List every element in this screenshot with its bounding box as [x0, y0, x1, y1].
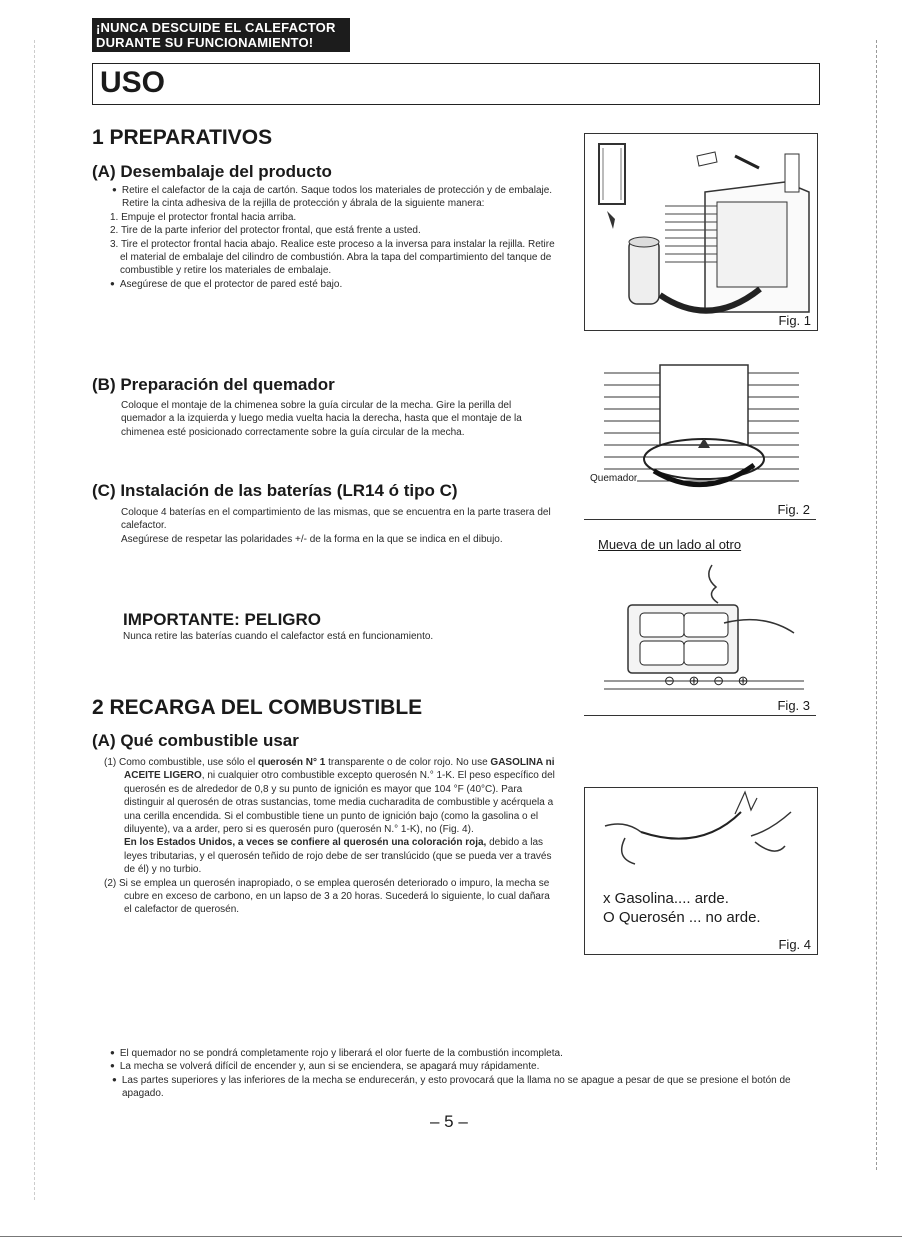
fig4-kerosene-line: O Querosén ... no arde. — [603, 909, 761, 926]
fig2-label: Fig. 2 — [777, 502, 810, 517]
fig1-label: Fig. 1 — [778, 313, 811, 328]
fig3-illustration — [584, 553, 816, 693]
scan-edge-line — [34, 40, 35, 1200]
page-number: – 5 – — [430, 1112, 468, 1131]
section-title-box — [92, 63, 820, 105]
paragraph — [104, 756, 558, 877]
important-title: IMPORTANTE: PELIGRO — [123, 610, 322, 629]
figure-1 — [584, 133, 818, 331]
polarity-minus-icon: ⊖ — [664, 673, 675, 688]
fig3-caption: Mueva de un lado al otro — [598, 537, 742, 552]
list-item: ● Las partes superiores y las inferiores de la mecha se endurecerán, y esto provocará que la llama no se apague a pesar de que se presione el botón de apagado. — [110, 1074, 810, 1101]
scan-edge-line — [876, 40, 877, 1170]
polarity-plus-icon: ⊕ — [737, 673, 749, 688]
text-run: transparente o de color rojo. No use — [325, 757, 491, 768]
paragraph: Asegúrese de respetar las polaridades +/- de la forma en la que se indica en el dibujo. — [121, 533, 503, 545]
text-run: querosén N° 1 — [257, 757, 326, 768]
warning-line-2: DURANTE SU FUNCIONAMIENTO! — [96, 35, 314, 50]
sec1-b-title: (B) Preparación del quemador — [92, 375, 335, 394]
fig3-label: Fig. 3 — [777, 698, 810, 713]
polarity-plus-icon: ⊕ — [688, 673, 700, 688]
sec1-a-body — [110, 184, 558, 291]
fig4-gasoline-line: x Gasolina.... arde. — [603, 890, 729, 907]
sec1-b-body: Coloque el montaje de la chimenea sobre la guía circular de la mecha. Gire la perilla del quemador a la izquierda y luego media vuelta hacia la derecha, hasta que el montaje de la chimenea esté posicionado correctamente sobre la guía circular de la mecha. — [121, 400, 522, 438]
list-item: ● Asegúrese de que el protector de pared esté bajo. — [110, 278, 558, 291]
sec2-body — [104, 756, 558, 917]
text-run: debido a las leyes tributarias, y el querosén teñido de rojo debe de ser translúcido (que se pueda ver a través de él) y no turbio. — [124, 837, 552, 876]
warning-line-1: ¡NUNCA DESCUIDE EL CALEFACTOR — [96, 20, 336, 35]
list-item: ● El quemador no se pondrá completamente rojo y liberará el olor fuerte de la combustión incompleta. — [110, 1047, 810, 1060]
important-text: Nunca retire las baterías cuando el calefactor está en funcionamiento. — [123, 631, 434, 642]
warning-banner — [92, 18, 350, 52]
text-run: (1) Como combustible, use sólo el — [104, 757, 258, 768]
section-title: USO — [100, 66, 166, 99]
page-bottom-rule — [0, 1236, 902, 1237]
sec1-a-title: (A) Desembalaje del producto — [92, 162, 332, 181]
figure-3 — [584, 553, 816, 716]
sec2-title: 2 RECARGA DEL COMBUSTIBLE — [92, 696, 423, 719]
list-item: ● Retire el calefactor de la caja de cartón. Saque todos los materiales de protección y de embalaje. Retire la cinta adhesiva de la rejilla de protección y ábrala de la siguiente manera: — [110, 184, 558, 211]
figure-4 — [584, 787, 818, 955]
list-item: ● La mecha se volverá difícil de encender y, aun si se enciendera, se apagará muy rápidamente. — [110, 1060, 810, 1073]
list-item: 3. Tire el protector frontal hacia abajo. Realice este proceso a la inversa para instalar la rejilla. Retire el material de embalaje del cilindro de combustión. Abra la tapa del compartimiento del tanque de combustible y retire los materiales de embalaje. — [110, 238, 555, 277]
text-run: GASOLINA ni ACEITE LIGERO — [124, 757, 555, 782]
fig3-polarity — [664, 673, 749, 689]
sec1-c-body — [121, 506, 558, 546]
text-run: En los Estados Unidos, a veces se confiere al querosén una coloración roja, — [124, 837, 487, 849]
sec2-a-title: (A) Qué combustible usar — [92, 731, 299, 750]
fig4-illustration — [585, 788, 817, 878]
sec1-c-title: (C) Instalación de las baterías (LR14 ó tipo C) — [92, 481, 458, 500]
paragraph: (2) Si se emplea un querosén inapropiado, o se emplea querosén deteriorado o impuro, la mecha se cubre en exceso de carbono, en un lapso de 3 a 20 horas. Sucederá lo siguiente, lo cual dañara el calefactor de querosén. — [104, 877, 550, 916]
fig1-illustration — [585, 134, 817, 330]
paragraph: Coloque 4 baterías en el compartimiento de las mismas, que se encuentra en la parte trasera del calefactor. — [121, 507, 551, 532]
sec1-title: 1 PREPARATIVOS — [92, 126, 273, 149]
fig2-illustration — [584, 363, 816, 519]
list-item: 2. Tire de la parte inferior del protector frontal, que está frente a usted. — [110, 225, 421, 237]
polarity-minus-icon: ⊖ — [713, 673, 724, 688]
text-run: , ni cualquier otro combustible excepto querosén N.° 1-K. El peso específico del querosén es de alrededor de 0,8 y su punto de ignición es mayor que 104 °F (40°C). Para distinguir al querosén de otras sustancias, tome media cucharadita de combustible y acérquela a una cerilla encendida. Si el combustible tiene un punto de ignición bajo (como la gasolina o el diluyente), va a arder, pero si es querosén puro (querosén N.° 1-K), no (Fig. 4). — [124, 770, 555, 836]
fig2-burner-label: Quemador — [590, 473, 638, 484]
list-item: 1. Empuje el protector frontal hacia arriba. — [110, 211, 297, 223]
bottom-bullets — [110, 1047, 810, 1101]
figure-2 — [584, 363, 816, 520]
fig4-label: Fig. 4 — [778, 937, 811, 952]
